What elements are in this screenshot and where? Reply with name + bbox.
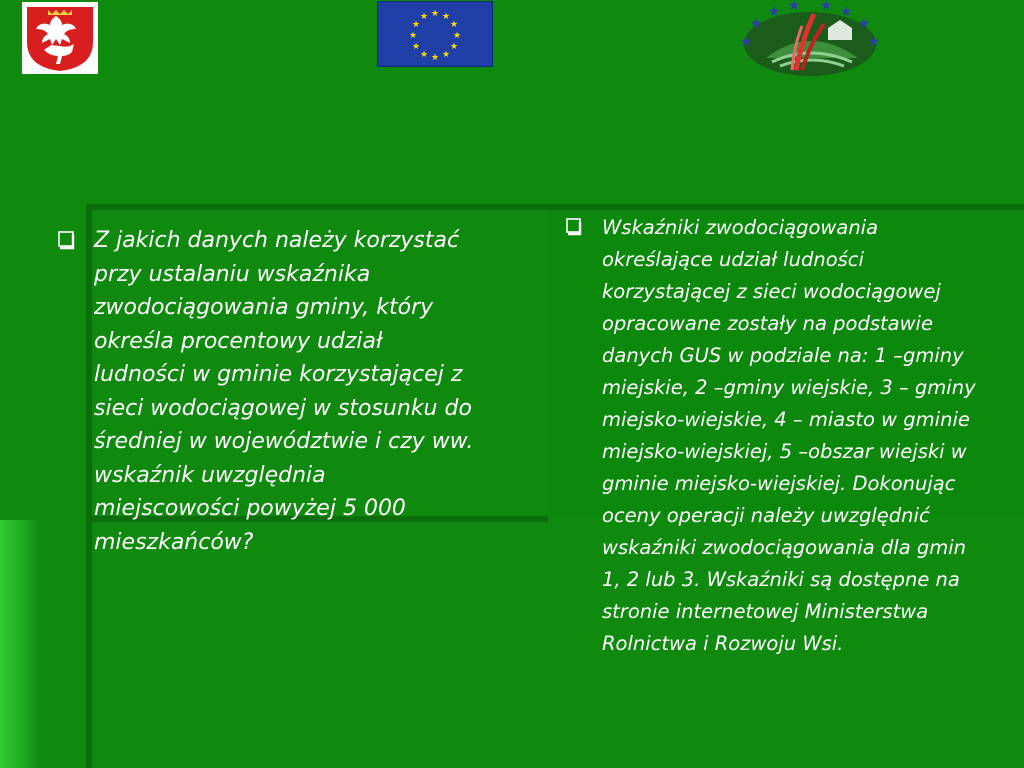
background-gradient-strip — [0, 520, 40, 768]
square-bullet-icon — [56, 228, 78, 262]
svg-text:★: ★ — [749, 16, 763, 32]
svg-text:★: ★ — [411, 20, 421, 30]
divider-top — [90, 204, 1024, 210]
svg-text:★: ★ — [739, 34, 753, 50]
svg-text:★: ★ — [441, 12, 451, 22]
svg-text:★: ★ — [857, 16, 871, 32]
svg-text:★: ★ — [819, 0, 833, 14]
svg-text:★: ★ — [430, 53, 440, 63]
eu-flag-logo — [377, 1, 493, 67]
question-block — [56, 224, 476, 559]
svg-text:★: ★ — [787, 0, 801, 14]
svg-text:★: ★ — [449, 20, 459, 30]
svg-text:★: ★ — [441, 50, 451, 60]
crest-logo — [22, 2, 98, 74]
answer-text: Wskaźniki zwodociągowania określające udział ludności korzystającej z sieci wodociągowej opracowane zostały na podstawie danych GUS w podziale na: 1 –gminy miejskie, 2 –gminy wiejskie, 3 – gminy miejsko-wiejskie, 4 – miasto w gminie miejsko-wiejskiej, 5 –obszar wiejski w gminie miejsko-wiejskiej. Dokonując oceny operacji należy uwzględnić wskaźniki zwodociągowania dla gmin 1, 2 lub 3. Wskaźniki są dostępne na stronie internetowej Ministerstwa Rolnictwa i Rozwoju Wsi. — [602, 216, 976, 655]
svg-text:★: ★ — [419, 50, 429, 60]
svg-text:★: ★ — [867, 34, 881, 50]
answer-block — [564, 212, 984, 660]
svg-text:★: ★ — [411, 42, 421, 52]
svg-text:★: ★ — [839, 4, 853, 20]
svg-text:★: ★ — [449, 42, 459, 52]
square-bullet-icon — [564, 216, 586, 248]
svg-text:★: ★ — [408, 31, 418, 41]
svg-text:★: ★ — [419, 12, 429, 22]
svg-text:★: ★ — [767, 4, 781, 20]
rural-development-logo — [736, 0, 884, 80]
question-text: Z jakich danych należy korzystać przy ustalaniu wskaźnika zwodociągowania gminy, który określa procentowy udział ludności w gminie korzystającej z sieci wodociągowej w stosunku do średniej w województwie i czy ww. wskaźnik uwzględnia miejscowości powyżej 5 000 mieszkańców? — [94, 228, 474, 555]
svg-text:★: ★ — [452, 31, 462, 41]
svg-text:★: ★ — [430, 9, 440, 19]
